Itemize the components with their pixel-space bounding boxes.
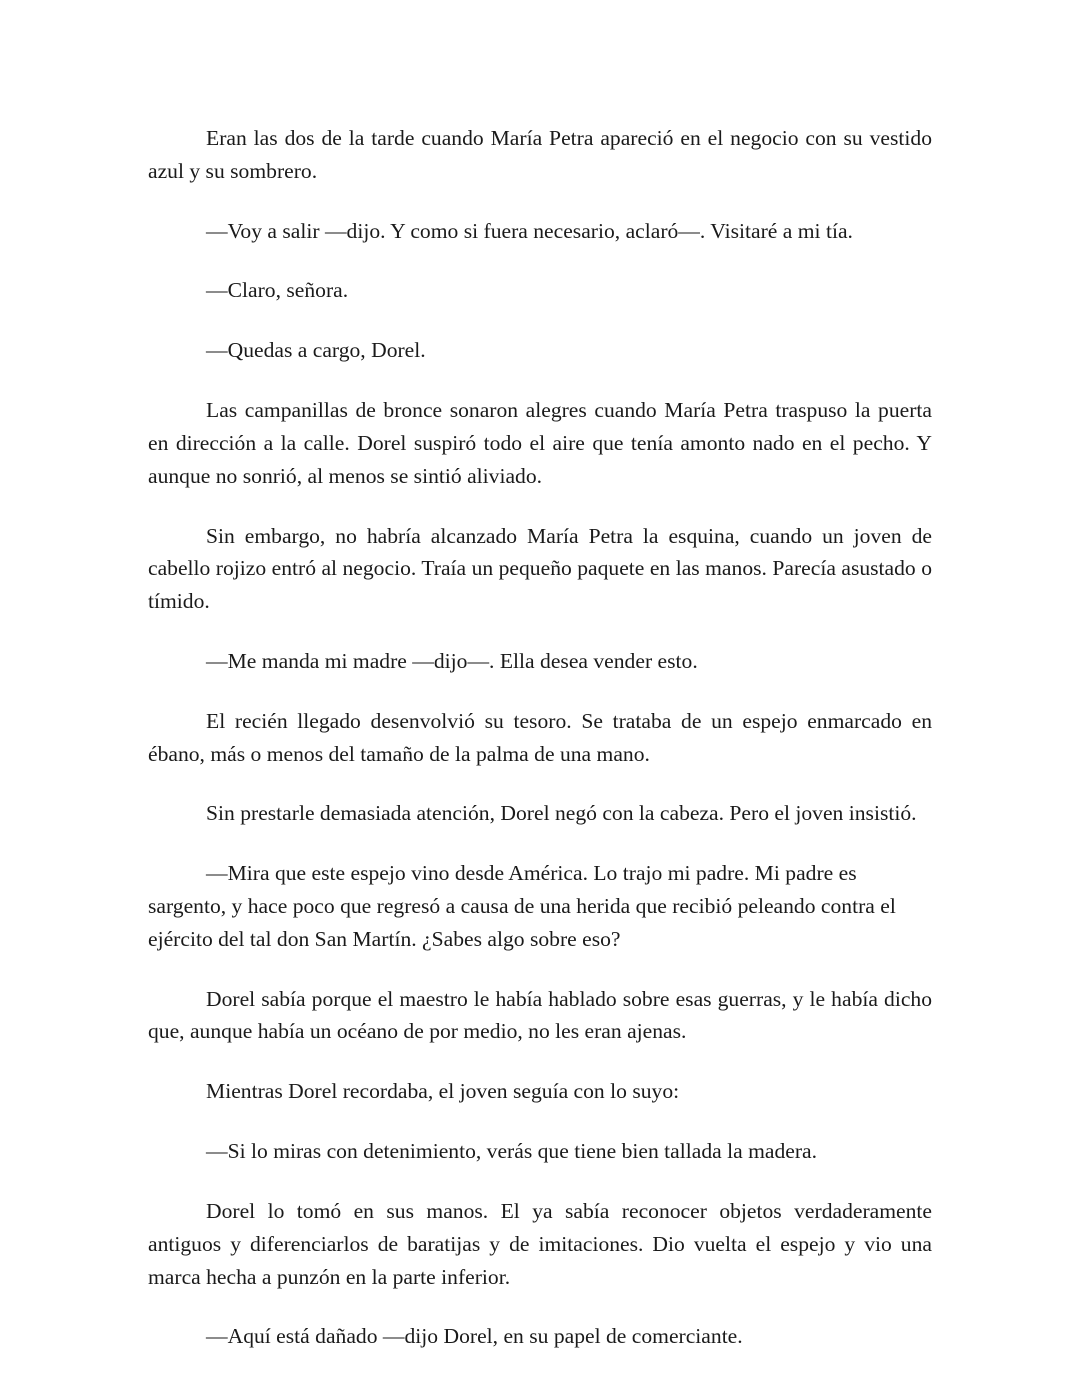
paragraph: Dorel sabía porque el maestro le había hablado sobre esas guerras, y le había dicho que, aunque había un océano de por medio, no les eran ajenas. <box>148 986 932 1044</box>
paragraph-dialogue: —Voy a salir —dijo. Y como si fuera necesario, aclaró—. Visitaré a mi tía. <box>206 218 853 243</box>
paragraph: El recién llegado desenvolvió su tesoro. Se trataba de un espejo enmarcado en ébano, más o menos del tamaño de la palma de una mano. <box>148 708 932 766</box>
paragraph-dialogue: —Aquí está dañado —dijo Dorel, en su papel de comerciante. <box>206 1324 743 1349</box>
paragraph-dialogue: —Quedas a cargo, Dorel. <box>206 338 426 363</box>
paragraph: Dorel lo tomó en sus manos. El ya sabía reconocer objetos verdaderamente antiguos y diferenciarlos de baratijas y de imitaciones. Dio vuelta el espejo y vio una marca hecha a punzón en la parte inferior. <box>148 1198 932 1289</box>
paragraph: Eran las dos de la tarde cuando María Petra apareció en el negocio con su vestido azul y su sombrero. <box>148 126 932 183</box>
paragraph: Mientras Dorel recordaba, el joven seguía con lo suyo: <box>206 1079 680 1104</box>
paragraph-dialogue: —Me manda mi madre —dijo—. Ella desea vender esto. <box>206 648 698 673</box>
paragraph-dialogue: —Claro, señora. <box>206 278 349 303</box>
paragraph-dialogue: —Si lo miras con detenimiento, verás que tiene bien tallada la madera. <box>206 1139 818 1164</box>
document-body <box>148 122 932 1353</box>
paragraph-dialogue: —Mira que este espejo vino desde América. Lo trajo mi padre. Mi padre es sargento, y hace poco que regresó a causa de una herida que recibió peleando contra el ejército del tal don San Martín. ¿Sabes algo sobre eso? <box>148 861 896 951</box>
paragraph: Las campanillas de bronce sonaron alegres cuando María Petra traspuso la puerta en dirección a la calle. Dorel suspiró todo el aire que tenía amonto nado en el pecho. Y aunque no sonrió, al menos se sintió aliviado. <box>148 398 932 488</box>
paragraph: Sin embargo, no habría alcanzado María Petra la esquina, cuando un joven de cabello rojizo entró al negocio. Traía un pequeño paquete en las manos. Parecía asustado o tímido. <box>148 523 932 614</box>
paragraph: Sin prestarle demasiada atención, Dorel negó con la cabeza. Pero el joven insistió. <box>206 801 917 826</box>
